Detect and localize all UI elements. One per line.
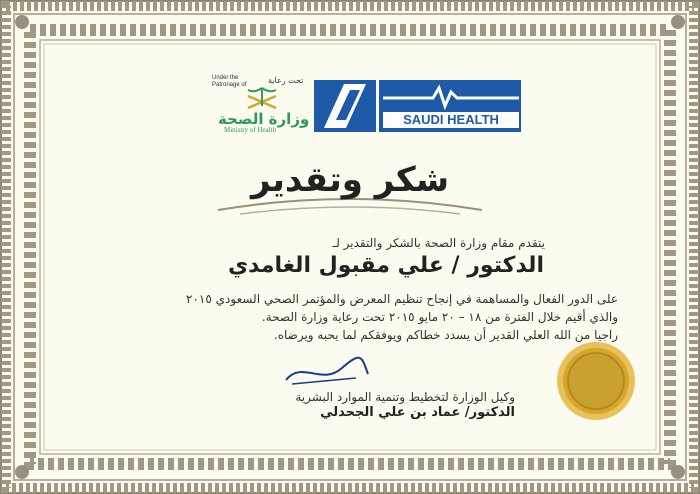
patronage-label-ar: تحت رعاية [268, 76, 304, 85]
certificate-body-line: راجيا من الله العلي القدير أن يسدد خطاكم ويوفقكم لما يحبه ويرضاه. [273, 328, 618, 342]
saudi-health-wordmark: SAUDI HEALTH [383, 112, 519, 128]
gold-seal-icon [555, 340, 637, 422]
signatory-title: وكيل الوزارة لتخطيط وتنمية الموارد البشرية [295, 390, 515, 404]
patronage-label-en: Under the Patronage of [212, 75, 247, 88]
recipient-name: الدكتور / علي مقبول الغامدي [228, 253, 544, 278]
certificate-title: شكر وتقدير [250, 160, 450, 200]
ministry-name-ar: وزارة الصحة [218, 110, 310, 128]
signatory-name: الدكتور/ عماد بن علي الجحدلي [320, 405, 515, 420]
certificate-body-line: على الدور الفعال والمساهمة في إنجاح تنظيم المعرض والمؤتمر الصحي السعودي ٢٠١٥ [186, 292, 618, 306]
certificate-intro: يتقدم مقام وزارة الصحة بالشكر والتقدير لـ [332, 236, 545, 250]
ministry-emblem-icon [242, 86, 282, 110]
certificate-body-line: والذي أقيم خلال الفترة من ١٨ – ٢٠ مايو ٢٠١٥ تحت رعاية وزارة الصحة. [261, 310, 618, 324]
handwritten-signature [282, 350, 372, 390]
saudi-health-logo-mark-icon [314, 80, 376, 132]
heartbeat-icon [383, 84, 519, 110]
ministry-name-en: Ministry of Health [224, 126, 277, 134]
